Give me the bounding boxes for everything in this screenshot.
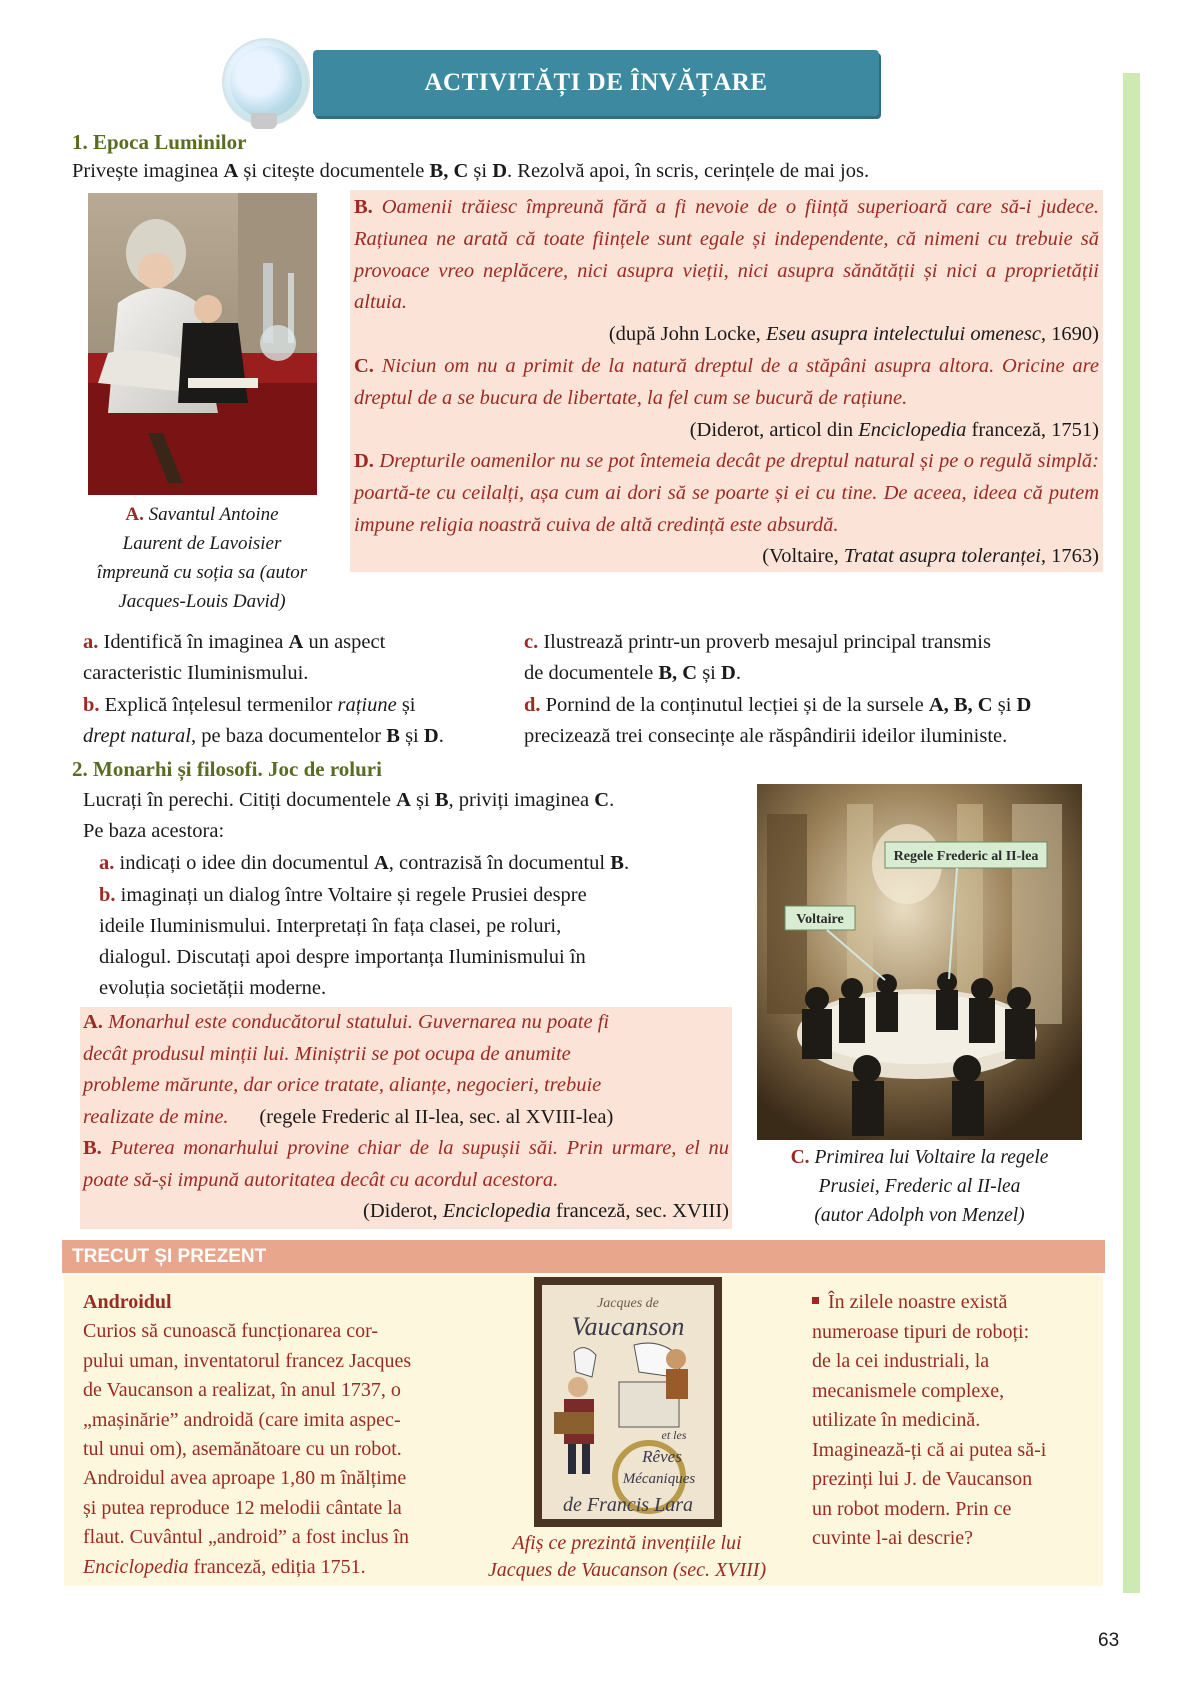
section2-heading: [72, 757, 382, 782]
page-banner: [313, 50, 879, 116]
task-text: și: [396, 694, 416, 716]
doc-source: [762, 541, 1099, 573]
text-line: de la cei industriali, la: [812, 1350, 990, 1372]
section1-title: Epoca Luminilor: [93, 130, 247, 154]
task-text: și: [697, 662, 722, 684]
page-number: 63: [1098, 1630, 1120, 1651]
task-c: [524, 627, 1104, 689]
androidul-text: [83, 1288, 446, 1582]
doc-text: Oamenii trăiesc împreună fără a fi nevoie de o ființă superioară care să-i judece. Rațiunea ne arată că toate ființele sunt egale și independente, că nimeni cu trebuie să provoace vreo neplăcere, nici asupra vieții, nici asupra sănătății și nici a proprietății altuia.: [354, 196, 1099, 314]
section2-task-a: [99, 848, 749, 879]
section2-intro: [83, 785, 743, 847]
task-bold: B: [386, 725, 400, 747]
text-line: franceză, ediția 1751.: [188, 1555, 366, 1578]
caption-line: Jacques de Vaucanson (sec. XVIII): [487, 1559, 767, 1581]
text-line: „mașinărie” androidă (care imita aspec-: [83, 1408, 401, 1431]
task-text: .: [735, 662, 741, 684]
task-key: b.: [99, 884, 116, 906]
doc-text: Drepturile oamenilor nu se pot întemeia decât pe dreptul natural și pe o regulă simplă: poartă-te cu ceilalți, așa cum ai dori să se poarte și ei cu tine. De aceea, ideea că putem impune religia noastră cuiva de altă credință este absurdă.: [354, 450, 1099, 536]
task-text: Identifică în imaginea: [98, 631, 289, 653]
task-bold: B, C: [658, 662, 698, 684]
label-voltaire: Voltaire: [796, 912, 844, 927]
vaucanson-poster-image: [534, 1277, 722, 1527]
text-line: În zilele noastre există: [828, 1291, 1008, 1313]
intro-part: B, C: [429, 160, 469, 182]
task-key: d.: [524, 694, 541, 716]
task-key: a.: [83, 631, 99, 653]
intro-text: .: [609, 789, 615, 811]
trecut-prezent-header: TRECUT ȘI PREZENT: [62, 1240, 1105, 1273]
task-text: .: [623, 852, 630, 874]
doc-text: realizate de mine.: [83, 1105, 229, 1128]
caption-line: Jacques-Louis David): [118, 591, 286, 612]
task-text: evoluția societății moderne.: [99, 977, 327, 999]
task-text: un aspect: [303, 631, 386, 653]
section2-title: Monarhi și filosofi. Joc de roluri: [93, 757, 382, 781]
poster-text-reves: Rêves: [642, 1447, 682, 1466]
side-decoration-bar: [1123, 73, 1140, 1593]
doc-source: [363, 1196, 729, 1228]
task-key: b.: [83, 694, 100, 716]
task-text: dialogul. Discutați apoi despre importanța Iluminismului în: [99, 946, 586, 968]
intro-part: A: [223, 160, 239, 182]
task-text: și: [399, 725, 424, 747]
source-text: 1690): [1046, 323, 1099, 346]
intro-text: Pe baza acestora:: [83, 820, 225, 842]
task-text: Ilustrează printr-un proverb mesajul principal transmis: [538, 631, 991, 653]
task-d: [524, 690, 1114, 752]
text-line: numeroase tipuri de roboți:: [812, 1320, 1030, 1343]
text-line: mecanismele complexe,: [812, 1379, 1005, 1402]
doc-label: C.: [354, 355, 374, 377]
poster-text-mec: Mécaniques: [622, 1471, 696, 1487]
section2-number: 2.: [72, 757, 88, 781]
label-king: Regele Frederic al II-lea: [893, 849, 1039, 864]
intro-part: Privește imaginea: [72, 160, 224, 182]
intro-bold: C: [594, 789, 610, 811]
source-title: Eseu asupra intelectului omenesc,: [765, 323, 1047, 346]
source-title: Tratat asupra toleranței,: [843, 545, 1047, 568]
poster-text-author: de Francis Lara: [563, 1494, 693, 1516]
task-text: .: [438, 725, 444, 747]
task-italic: rațiune: [337, 694, 397, 716]
text-line: Androidul avea aproape 1,80 m înălțime: [83, 1467, 407, 1490]
doc-label: B.: [83, 1137, 102, 1159]
task-bold: D: [423, 725, 439, 747]
source-title: Enciclopedia: [858, 418, 967, 441]
section1-number: 1.: [72, 130, 88, 154]
text-line: Imaginează-ți că ai putea să-i: [812, 1438, 1047, 1461]
doc-label: B.: [354, 196, 373, 218]
poster-caption: [466, 1530, 788, 1584]
caption-line: Laurent de Lavoisier: [122, 533, 282, 554]
task-text: caracteristic Iluminismului.: [83, 662, 309, 684]
intro-text: , priviți imaginea: [448, 789, 595, 811]
intro-part: . Rezolvă apoi, în scris, cerințele de mai jos.: [507, 160, 870, 182]
banner-title: ACTIVITĂȚI DE ÎNVĂȚARE: [424, 69, 768, 96]
text-line: un robot modern. Prin ce: [812, 1497, 1012, 1520]
caption-line: Savantul Antoine: [148, 504, 279, 525]
caption-line: Prusiei, Frederic al II-lea: [818, 1176, 1021, 1197]
text-line: utilizate în medicină.: [812, 1409, 981, 1431]
bullet-icon: [812, 1297, 819, 1304]
task-bold: B: [610, 852, 624, 874]
section1-intro: [72, 160, 869, 183]
caption-line: (autor Adolph von Menzel): [814, 1205, 1025, 1226]
intro-text: Lucrați în perechi. Citiți documentele: [83, 789, 397, 811]
poster-text-et: et les: [661, 1428, 687, 1442]
section1-heading: [72, 130, 246, 155]
source-text: (Diderot, articol din: [689, 418, 859, 441]
text-line: prezinți lui J. de Vaucanson: [812, 1468, 1033, 1490]
task-text: și: [992, 694, 1017, 716]
document-d: [354, 446, 1099, 573]
caption-label: A.: [125, 504, 144, 525]
task-key: c.: [524, 631, 539, 653]
lightbulb-base-icon: [251, 113, 277, 129]
androidul-title: Androidul: [83, 1291, 172, 1313]
intro-part: D: [492, 160, 508, 182]
source-text: (Voltaire,: [762, 545, 844, 568]
doc-label: A.: [83, 1011, 103, 1033]
task-bold: A, B, C: [928, 694, 993, 716]
section2-document-a: [83, 1007, 729, 1133]
task-text: Pornind de la conținutul lecției și de la sursele: [540, 694, 929, 716]
task-text: , contrazisă în documentul: [388, 852, 611, 874]
task-italic: drept natural: [83, 725, 192, 747]
task-key: a.: [99, 852, 115, 874]
menzel-painting-image: [757, 784, 1082, 1140]
task-text: indicați o idee din documentul: [114, 852, 374, 874]
poster-text-top: Jacques de: [597, 1296, 659, 1311]
text-line: tul unui om), asemănătoare cu un robot.: [83, 1438, 402, 1461]
caption-label: C.: [790, 1147, 810, 1168]
image-a-caption: [70, 500, 334, 616]
task-bold: A: [288, 631, 304, 653]
intro-bold: A: [396, 789, 411, 811]
prezent-text: [812, 1288, 1102, 1554]
caption-line: Primirea lui Voltaire la regele: [809, 1147, 1049, 1168]
intro-bold: B: [434, 789, 449, 811]
doc-text: probleme mărunte, dar orice tratate, alianțe, negocieri, trebuie: [83, 1074, 602, 1096]
caption-line: împreună cu soția sa (autor: [96, 562, 308, 583]
doc-label: D.: [354, 450, 374, 472]
text-italic: Enciclopedia: [83, 1555, 189, 1578]
text-line: flaut. Cuvântul „android” a fost inclus în: [83, 1526, 410, 1549]
image-c-caption: [748, 1143, 1091, 1230]
doc-text: decât produsul minții lui. Miniștrii se pot ocupa de anumite: [83, 1042, 571, 1065]
doc-source: [690, 415, 1099, 447]
poster-text-name: Vaucanson: [571, 1312, 685, 1341]
source-text: (după John Locke,: [608, 323, 766, 346]
source-text: franceză, 1751): [966, 418, 1099, 441]
intro-part: și citește documentele: [238, 160, 430, 182]
doc-source: [354, 319, 1099, 351]
section2-task-b: [99, 880, 749, 1004]
task-text: precizează trei consecințe ale răspândirii ideilor iluministe.: [524, 725, 1008, 747]
task-text: Explică înțelesul termenilor: [99, 694, 338, 716]
text-line: Curios să cunoască funcționarea cor-: [83, 1320, 379, 1343]
task-text: ideile Iluminismului. Interpretați în fața clasei, pe roluri,: [99, 915, 562, 937]
doc-text: Monarhul este conducătorul statului. Guvernarea nu poate fi: [108, 1011, 610, 1033]
source-text: franceză, sec. XVIII): [550, 1200, 729, 1222]
intro-part: și: [468, 160, 493, 182]
source-text: (Diderot,: [363, 1200, 443, 1222]
document-c: [354, 351, 1099, 446]
task-bold: D: [1016, 694, 1032, 716]
doc-text: Puterea monarhului provine chiar de la supușii săi. Prin urmare, el nu poate să-și impună autoritatea decât cu acordul acestora.: [83, 1137, 730, 1191]
source-text: 1763): [1046, 545, 1099, 568]
text-line: și putea reproduce 12 melodii cântate la: [83, 1496, 402, 1519]
task-b: [83, 690, 523, 752]
task-a: [83, 627, 523, 689]
task-bold: A: [373, 852, 389, 874]
text-line: de Vaucanson a realizat, în anul 1737, o: [83, 1379, 401, 1402]
document-b: [354, 192, 1099, 351]
source-title: Enciclopedia: [442, 1200, 551, 1222]
text-line: pului uman, inventatorul francez Jacques: [83, 1349, 412, 1372]
lavoisier-painting-image: [88, 193, 317, 495]
text-line: cuvinte l-ai descrie?: [812, 1527, 974, 1549]
section2-document-b: [83, 1133, 729, 1228]
intro-text: și: [410, 789, 435, 811]
doc-text: Niciun om nu a primit de la natură dreptul de a stăpâni asupra altora. Oricine are dreptul de a se bucura de libertate, la fel cum se bucură de rațiune.: [354, 355, 1099, 409]
task-text: de documentele: [524, 662, 659, 684]
doc-source: (regele Frederic al II-lea, sec. al XVIII-lea): [259, 1105, 614, 1128]
task-bold: D: [721, 662, 736, 684]
task-text: imaginați un dialog între Voltaire și regele Prusiei despre: [115, 884, 587, 906]
task-text: , pe baza documentelor: [191, 725, 387, 747]
caption-line: Afiș ce prezintă invențiile lui: [512, 1532, 742, 1554]
